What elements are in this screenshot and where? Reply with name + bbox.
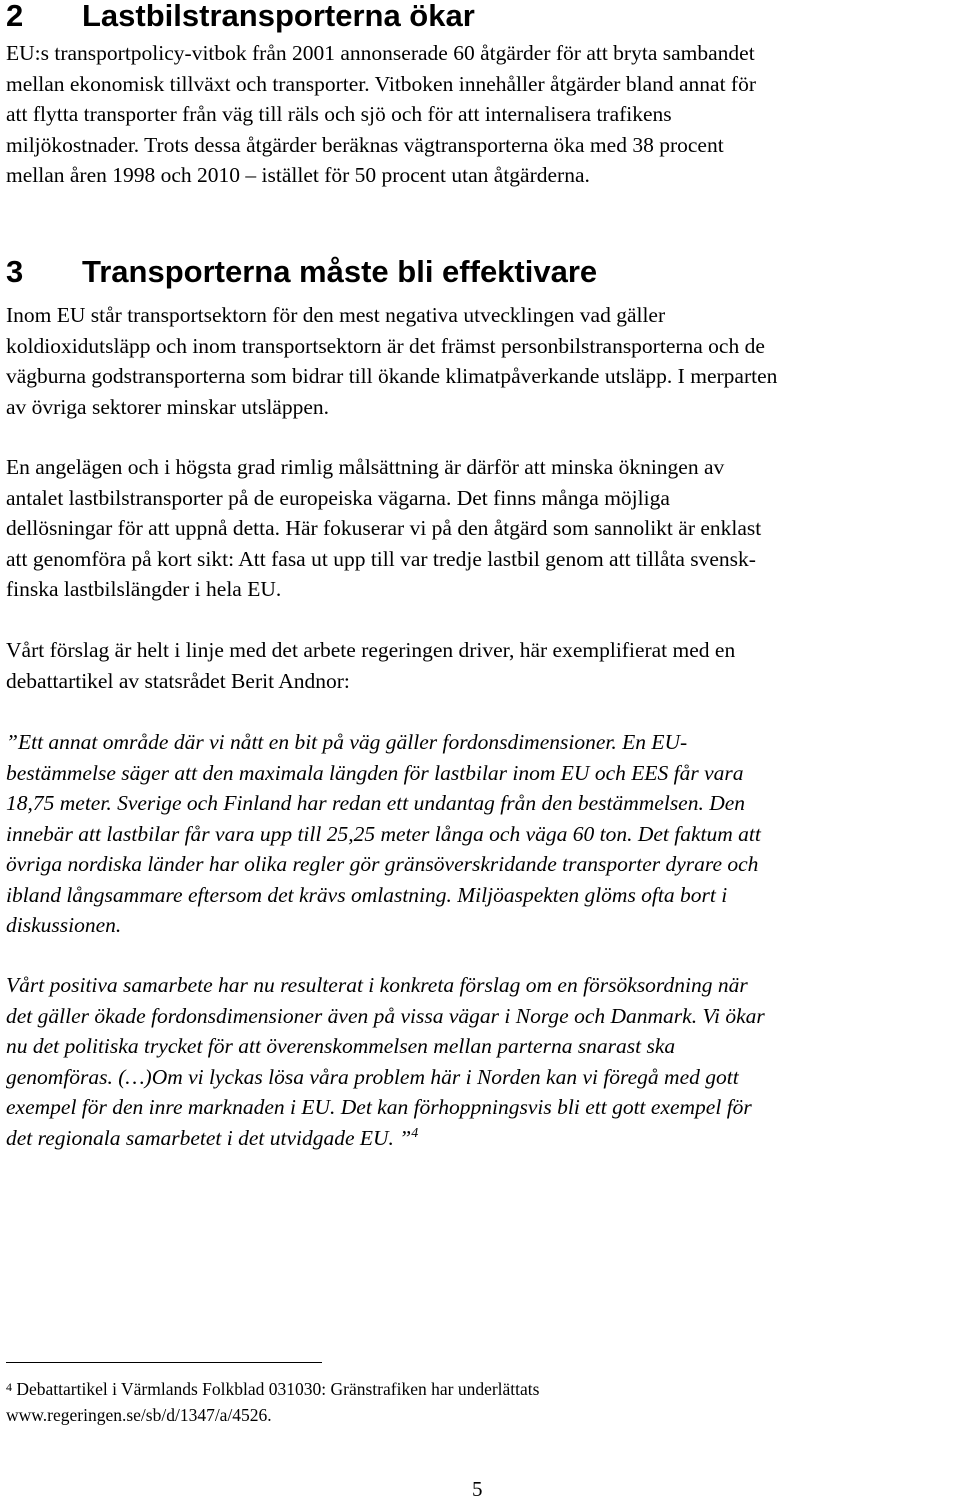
document-page: [6, 0, 954, 1504]
text-line: antalet lastbilstransporter på de europeiska vägarna. Det finns många möjliga: [6, 485, 670, 510]
quote-paragraph-2: [6, 970, 958, 1153]
footnote: [6, 1376, 539, 1428]
text-line: Vårt positiva samarbete har nu resulterat i konkreta förslag om en försöksordning när: [6, 973, 748, 997]
text-line: övriga nordiska länder har olika regler gör gränsöverskridande transporter dyrare och: [6, 852, 759, 876]
section-3-paragraph-3: [6, 635, 958, 696]
text-line: det gäller ökade fordonsdimensioner även på vissa vägar i Norge och Danmark. Vi ökar: [6, 1003, 765, 1028]
text-line: nu det politiska trycket för att överenskommelsen mellan parterna snarast ska: [6, 1034, 676, 1058]
page-number: 5: [472, 1477, 483, 1501]
footnote-separator: [6, 1362, 322, 1363]
section-2-paragraph: [6, 38, 958, 191]
footnote-reference[interactable]: 4: [411, 1125, 419, 1141]
text-line: dellösningar för att uppnå detta. Här fokuserar vi på den åtgärd som sannolikt är enklast: [6, 516, 762, 540]
text-line: debattartikel av statsrådet Berit Andnor:: [6, 668, 350, 693]
text-line: miljökostnader. Trots dessa åtgärder beräknas vägtransporterna öka med 38 procent: [6, 132, 724, 157]
footnote-marker: 4: [6, 1380, 12, 1394]
text-line: [6, 1123, 958, 1154]
text-line: innebär att lastbilar får vara upp till 25,25 meter långa och väga 60 ton. Det faktum att: [6, 821, 761, 846]
quote-paragraph-1: [6, 727, 958, 941]
text-line: att genomföra på kort sikt: Att fasa ut upp till var tredje lastbil genom att tillåta svensk-: [6, 546, 756, 571]
section-3-number: 3: [6, 254, 24, 289]
text-line: vägburna godstransporterna som bidrar till ökande klimatpåverkande utsläpp. I merparten: [6, 364, 778, 388]
text-line: finska lastbilslängder i hela EU.: [6, 577, 282, 601]
text-line: genomföras. (…)Om vi lyckas lösa våra problem här i Norden kan vi föregå med gott: [6, 1064, 739, 1089]
section-3-paragraph-2: [6, 452, 958, 605]
footnote-url[interactable]: www.regeringen.se/sb/d/1347/a/4526.: [6, 1405, 272, 1425]
section-2-title: Lastbilstransporterna ökar: [82, 0, 475, 33]
section-3-title: Transporterna måste bli effektivare: [82, 254, 598, 289]
section-2-number: 2: [6, 0, 24, 33]
text-line: mellan ekonomisk tillväxt och transporter. Vitboken innehåller åtgärder bland annat för: [6, 71, 756, 96]
text-line: En angelägen och i högsta grad rimlig målsättning är därför att minska ökningen av: [6, 455, 725, 479]
text-line: EU:s transportpolicy-vitbok från 2001 annonserade 60 åtgärder för att bryta sambandet: [6, 41, 755, 65]
text-line: att flytta transporter från väg till räls och sjö och för att internalisera trafikens: [6, 102, 672, 126]
text-line: mellan åren 1998 och 2010 – istället för 50 procent utan åtgärderna.: [6, 163, 590, 187]
text-line: Vårt förslag är helt i linje med det arbete regeringen driver, här exemplifierat med en: [6, 638, 736, 662]
text-line: ”Ett annat område där vi nått en bit på väg gäller fordonsdimensioner. En EU-: [6, 730, 688, 754]
section-2-heading: [6, 0, 475, 34]
text-line: ibland långsammare eftersom det krävs omlastning. Miljöaspekten glöms ofta bort i: [6, 882, 728, 907]
footnote-line: [6, 1376, 539, 1402]
text-line: bestämmelse säger att den maximala längden för lastbilar inom EU och EES får vara: [6, 760, 744, 785]
text-line: exempel för den inre marknaden i EU. Det kan förhoppningsvis bli ett gott exempel för: [6, 1095, 752, 1119]
text-line: 18,75 meter. Sverige och Finland har redan ett undantag från den bestämmelsen. Den: [6, 791, 746, 815]
text-line: koldioxidutsläpp och inom transportsektorn är det främst personbilstransporterna och de: [6, 333, 765, 358]
section-3-heading: [6, 254, 597, 290]
text-line: diskussionen.: [6, 913, 122, 937]
footnote-text: Debattartikel i Värmlands Folkblad 031030: Gränstrafiken har underlättats: [12, 1379, 540, 1399]
text-line: Inom EU står transportsektorn för den mest negativa utvecklingen vad gäller: [6, 303, 666, 327]
section-3-paragraph-1: [6, 300, 958, 422]
text-line: av övriga sektorer minskar utsläppen.: [6, 394, 330, 419]
quote-last-text: det regionala samarbetet i det utvidgade EU. ”: [6, 1125, 412, 1150]
